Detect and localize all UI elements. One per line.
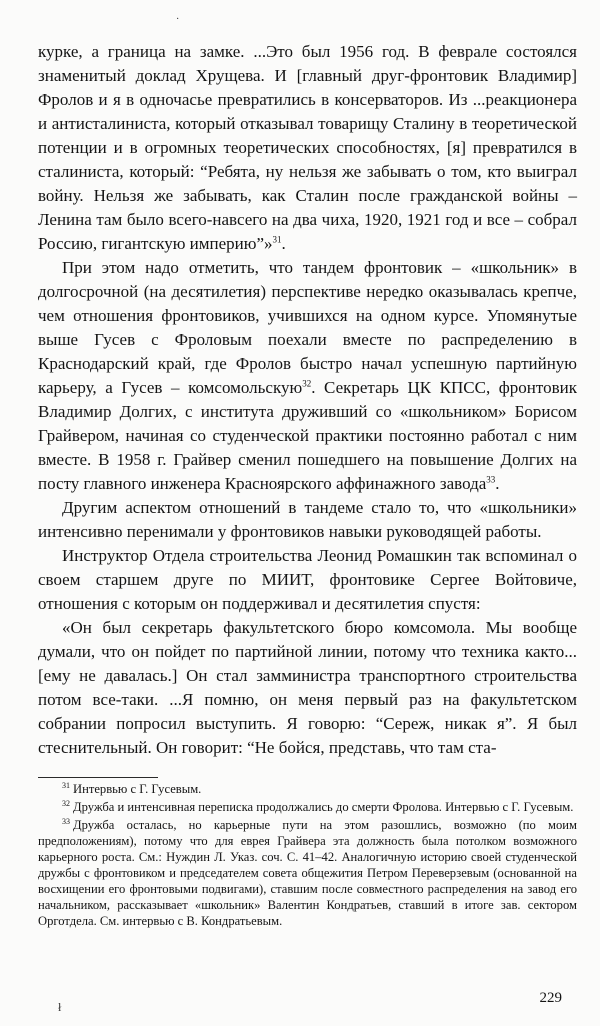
paragraph-2-text-cont: . Секретарь ЦК КПСС, фронтовик Владимир Долгих, с института друживший со «школьником» Борисом Грайвером, начиная со студенческой практики постоянно работал с ним вместе. В 1958 г. Грайвер сменил пошедшего на повышение Долгих на посту главного инженера Красноярского аффинажного завода — [38, 378, 577, 493]
paragraph-3 — [38, 496, 577, 544]
main-text — [38, 40, 577, 760]
footnote-32-number: 32 — [62, 798, 70, 808]
paragraph-5-text: «Он был секретарь факультетского бюро комсомола. Мы вообще думали, что он пойдет по партийной линии, потому что техника както... [ему не давалась.] Он стал замминистра транспортного строительства потом все-таки. ...Я помню, он меня первый раз на факультетском собрании попросил выступить. Я говорю: “Сереж, никак я”. Я был стеснительный. Он говорит: “Не бойся, представь, что там ста- — [38, 618, 577, 757]
paragraph-4-text: Инструктор Отдела строительства Леонид Ромашкин так вспоминал о своем старшем друге по МИИТ, фронтовике Сергее Войтовиче, отношения с которым он поддерживал и десятилетия спустя: — [38, 546, 577, 613]
footnote-divider — [38, 777, 158, 778]
paragraph-5 — [38, 616, 577, 760]
scan-mark-top: · — [176, 14, 180, 25]
paragraph-1-text: курке, а граница на замке. ...Это был 1956 год. В феврале состоялся знаменитый доклад Хрущева. И [главный друг-фронтовик Владимир] Фролов и я в одночасье превратились в консерваторов. Из ...реакционера и антисталиниста, который отказывал товарищу Сталину в теоретической потенции и в огромных теоретических способностях, [я] превратился в сталиниста, который: “Ребята, ну нельзя же забывать о том, кто выиграл войну. Нельзя же забывать, как Сталин после гражданской войны – Ленина там было всего-навсего на два чиха, 1920, 1921 год и все – собрал Россию, гигантскую империю”» — [38, 42, 577, 253]
paragraph-4 — [38, 544, 577, 616]
footnote-32 — [38, 799, 577, 815]
paragraph-3-text: Другим аспектом отношений в тандеме стало то, что «школьники» интенсивно перенимали у фронтовиков навыки руководящей работы. — [38, 498, 577, 541]
footnote-33-number: 33 — [62, 816, 70, 826]
scan-mark-bottom: ł — [58, 1000, 62, 1014]
footnotes — [38, 781, 577, 931]
paragraph-2: При этом надо отметить, что тандем фронтовик – «школьник» в долгосрочной (на десятилетия) перспективе нередко оказывалась крепче, чем отношения фронтовиков, учившихся на одном курсе. Упомянутые выше Гусев с Фроловым поехали вместе по распределению в Краснодарский край, где Фролов быстро начал успешную партийную карьеру, а Гусев – комсомольскую$^{32}$. Секретарь ЦК КПСС, фронтовик Владимир Долгих, с института друживший со «школьником» Борисом Грайвером, начиная со студенческой практики постоянно работал с ним вместе. В 1958 г. Грайвер сменил пошедшего на повышение Долгих на посту главного инженера Красноярского аффинажного завода$^{33}$. — [38, 258, 577, 493]
paragraph-1: курке, а граница на замке. ...Это был 1956 год. В феврале состоялся знаменитый доклад Хрущева. И [главный друг-фронтовик Владимир] Фролов и я в одночасье превратились в консерваторов. Из ...реакционера и антисталиниста, который отказывал товарищу Сталину в теоретической потенции и в огромных теоретических способностях, [я] превратился в сталиниста, который: “Ребята, ну нельзя же забывать о том, кто выиграл войну. Нельзя же забывать, как Сталин после гражданской войны – Ленина там было всего-навсего на два чиха, 1920, 1921 год и все – собрал Россию, гигантскую империю”»$^{31}$. — [38, 42, 577, 253]
footnote-ref-32: 32 — [302, 378, 312, 389]
footnote-31-text: Интервью с Г. Гусевым. — [73, 782, 202, 796]
footnote-31-number: 31 — [62, 780, 70, 790]
footnote-33-text: Дружба осталась, но карьерные пути на этом разошлись, возможно (по моим предположениям), потому что для еврея Грайвера эта должность была потолком возможного карьерного роста. См.: Нуждин Л. Указ. соч. С. 41–42. Аналогичную историю своей студенческой дружбы с фронтовиком и председателем совета общежития Петром Переверзевым (основанной на восхищении его фронтовыми подвигами), ставшим после совместного распределения на завод его начальником, рассказывает «школьник» Валентин Кондратьев, ставший в итоге зав. сектором Орготдела. См. интервью с В. Кондратьевым. — [38, 818, 577, 928]
footnote-32-text: Дружба и интенсивная переписка продолжались до смерти Фролова. Интервью с Г. Гусевым. — [73, 800, 574, 814]
page-number: 229 — [539, 990, 562, 1006]
footnote-33 — [38, 817, 577, 929]
footnote-ref-33: 33 — [486, 474, 496, 485]
footnote-ref-31: 31 — [272, 234, 282, 245]
paragraph-2-text: При этом надо отметить, что тандем фронтовик – «школьник» в долгосрочной (на десятилетия) перспективе нередко оказывалась крепче, чем отношения фронтовиков, учившихся на одном курсе. Упомянутые выше Гусев с Фроловым поехали вместе по распределению в Краснодарский край, где Фролов быстро начал успешную партийную карьеру, а Гусев – комсомольскую — [38, 258, 577, 397]
footnote-31 — [38, 781, 577, 797]
